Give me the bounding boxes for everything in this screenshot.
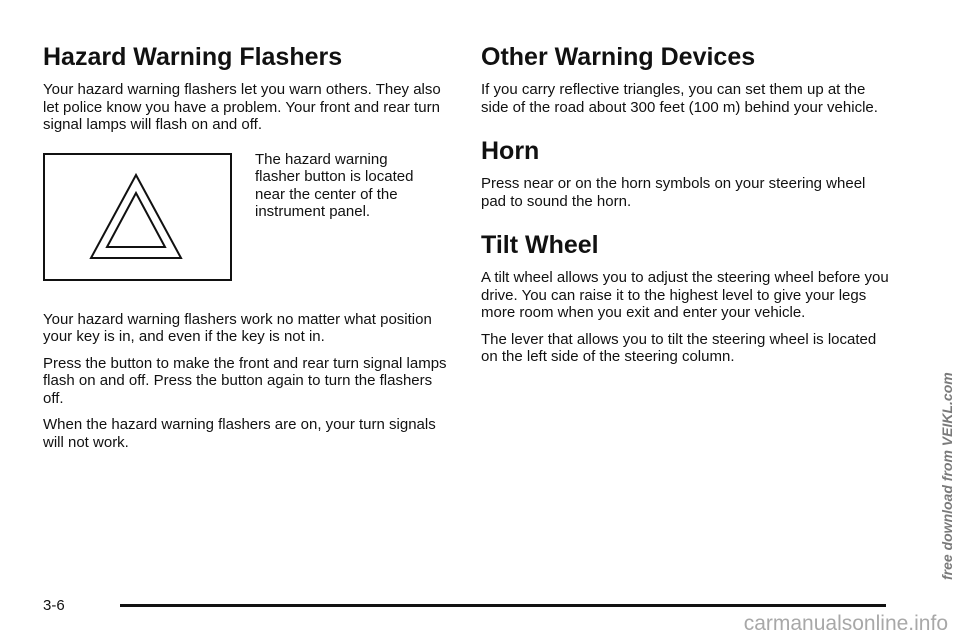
- hazard-triangle-icon: [45, 155, 230, 279]
- hazard-button-illustration: [43, 153, 232, 281]
- hazard-triangle-inner: [107, 193, 165, 247]
- bottom-watermark: carmanualsonline.info: [743, 612, 948, 635]
- hazard-figure-caption: The hazard warning flasher button is located near the center of the instrument panel.: [255, 150, 414, 220]
- hazard-paragraph-4: When the hazard warning flashers are on, your turn signals will not work.: [43, 416, 436, 451]
- hazard-button-figure: [43, 151, 448, 291]
- hazard-paragraph-3: Press the button to make the front and rear turn signal lamps flash on and off. Press the button again to turn the flashers off.: [43, 354, 447, 407]
- footer-rule: [120, 604, 886, 607]
- other-warning-devices-heading: Other Warning Devices: [481, 43, 756, 71]
- left-column: [43, 42, 448, 460]
- tilt-wheel-heading: Tilt Wheel: [481, 231, 599, 259]
- horn-paragraph: Press near or on the horn symbols on your steering wheel pad to sound the horn.: [481, 175, 866, 210]
- other-warning-devices-paragraph: If you carry reflective triangles, you can set them up at the side of the road about 300 feet (100 m) behind your vehicle.: [481, 81, 878, 116]
- hazard-intro-paragraph: Your hazard warning flashers let you warn others. They also let police know you have a problem. Your front and rear turn signal lamps will flash on and off.: [43, 81, 441, 133]
- hazard-triangle-outer: [91, 175, 181, 258]
- right-column: [481, 42, 891, 375]
- tilt-wheel-paragraph-1: A tilt wheel allows you to adjust the steering wheel before you drive. You can raise it to the highest level to give your legs more room when you exit and enter your vehicle.: [481, 269, 889, 321]
- side-watermark: free download from VEIKL.com: [939, 372, 955, 580]
- page-number: 3-6: [43, 597, 65, 614]
- hazard-paragraph-2: Your hazard warning flashers work no matter what position your key is in, and even if the key is not in.: [43, 310, 432, 345]
- tilt-wheel-paragraph-2: The lever that allows you to tilt the steering wheel is located on the left side of the steering column.: [481, 330, 877, 365]
- hazard-warning-flashers-heading: Hazard Warning Flashers: [43, 43, 343, 71]
- horn-heading: Horn: [481, 137, 540, 165]
